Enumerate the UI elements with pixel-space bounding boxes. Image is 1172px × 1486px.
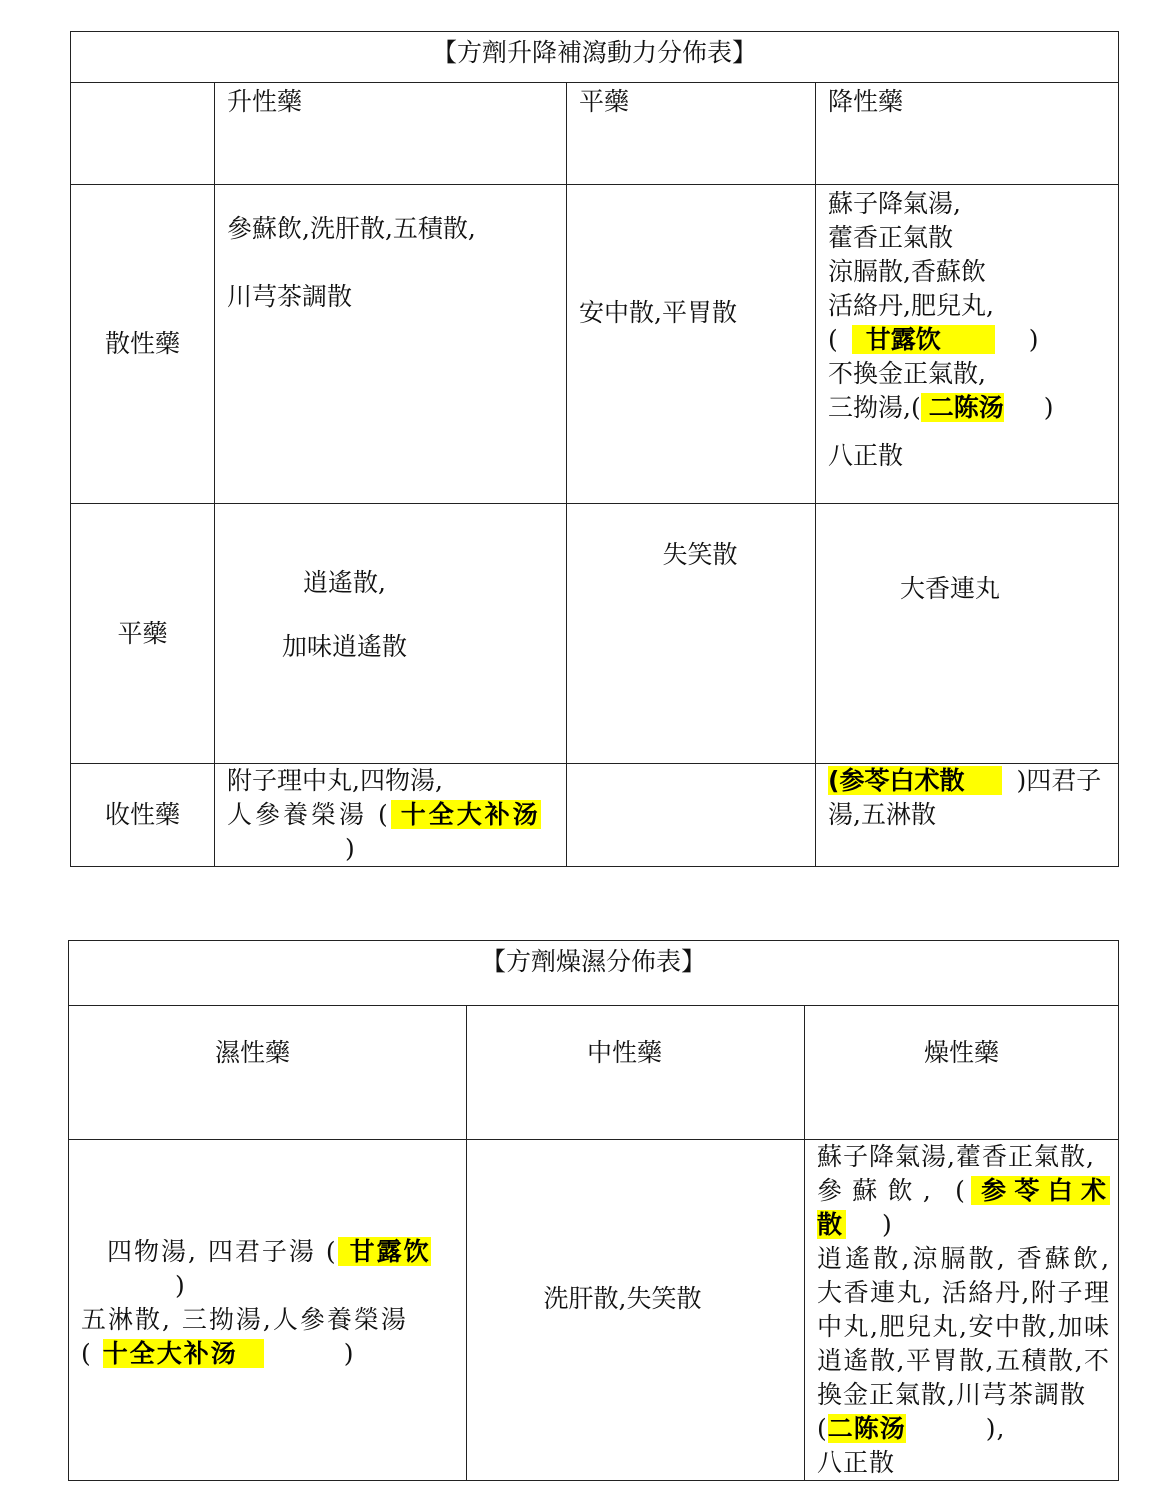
formula-list: 安中散,平胃散 (579, 298, 737, 327)
table1-title-cell (71, 32, 1119, 83)
row-label-disperse-text: 散性藥 (104, 329, 180, 358)
neutral-rise-cell (215, 504, 567, 764)
table2-title: 【方劑燥濕分佈表】 (481, 947, 707, 976)
formula-line (81, 1337, 456, 1371)
formula-line (227, 832, 566, 866)
astringe-rise-cell (215, 764, 567, 867)
astringe-descend-cell (816, 764, 1119, 867)
disperse-rise-cell (215, 185, 567, 504)
row-label-neutral-text: 平藥 (117, 618, 168, 648)
formula-line (81, 1269, 456, 1303)
paren-open: ( (81, 1339, 93, 1368)
formula-line (227, 798, 566, 832)
formula-list: )四君子湯,五淋散 (828, 766, 1102, 829)
highlighted-formula-text: 参苓白术散 (817, 1176, 1111, 1239)
paren-open: ( (828, 766, 840, 795)
highlighted-formula-text: 参苓白术散 (839, 766, 965, 795)
formula-list: 失笑散 (662, 540, 738, 569)
highlighted-formula-text: 十全大补汤 (400, 800, 541, 829)
dry-wet-distribution-table (68, 940, 1119, 1481)
paren-close: ) (1043, 393, 1054, 422)
highlighted-formula (852, 325, 995, 354)
paren-close: ), (985, 1414, 1006, 1443)
highlighted-formula (391, 800, 541, 829)
highlighted-formula-text: 甘露饮 (349, 1237, 431, 1266)
highlighted-formula-text: 二陈汤 (928, 393, 1004, 422)
dynamics-distribution-table (70, 31, 1119, 867)
highlighted-formula (828, 1414, 906, 1443)
formula-list: 藿香正氣散 (828, 223, 954, 252)
table2-header-neutral (467, 1006, 805, 1140)
formula-list: 活絡丹,肥兒丸, (828, 291, 994, 320)
formula-list: 參蘇飲, ( (817, 1176, 971, 1205)
formula-list: 八正散 (817, 1448, 896, 1477)
formula-list: 五淋散, 三拗湯,人參養榮湯 (81, 1305, 408, 1334)
wet-cell (69, 1140, 467, 1481)
paren-close: ) (1028, 325, 1039, 354)
formula-list: 大香連丸 (900, 574, 1001, 603)
formula-list: 不換金正氣散, (828, 359, 986, 388)
header-neutral-label: 平藥 (579, 87, 630, 116)
paren-open: ( (817, 1414, 828, 1443)
formula-list: 八正散 (828, 441, 904, 470)
neutral-neutral-cell (567, 504, 816, 764)
formula-list: 四物湯, 四君子湯 ( (107, 1237, 338, 1266)
disperse-descend-cell (816, 185, 1119, 504)
disperse-neutral-cell (567, 185, 816, 504)
formula-list: 涼膈散,香蘇飲 (828, 257, 986, 286)
formula-list: 人參養榮湯 ( (227, 800, 391, 829)
table1-header-rise (215, 83, 567, 185)
table2-title-cell (69, 941, 1119, 1006)
header-rise-label: 升性藥 (227, 87, 303, 116)
row-label-neutral (71, 504, 215, 764)
table1-header-descend (816, 83, 1119, 185)
highlighted-formula (828, 766, 1002, 795)
row-label-astringe (71, 764, 215, 867)
table1-header-neutral (567, 83, 816, 185)
highlighted-formula (103, 1339, 264, 1368)
formula-list: 逍遙散, (303, 568, 386, 597)
paren-close: ) (882, 1210, 893, 1239)
formula-list: 蘇子降氣湯, (828, 189, 961, 218)
formula-list: 川芎茶調散 (227, 282, 353, 311)
table2-header-dry (805, 1006, 1119, 1140)
highlighted-formula (921, 393, 1004, 422)
highlighted-formula-text: 二陈汤 (827, 1414, 906, 1443)
header-wet-label: 濕性藥 (214, 1038, 290, 1067)
mid-cell (467, 1140, 805, 1481)
header-descend-label: 降性藥 (828, 87, 904, 116)
paren-open: ( (828, 325, 838, 354)
formula-list: 加味逍遙散 (281, 632, 407, 661)
highlighted-formula-text: 十全大补汤 (102, 1339, 238, 1368)
highlighted-formula (338, 1237, 431, 1266)
table1-corner-cell (71, 83, 215, 185)
paren-close: ) (345, 834, 355, 863)
table1-title: 【方劑升降補瀉動力分佈表】 (432, 38, 758, 67)
formula-line (828, 323, 1118, 357)
neutral-descend-cell (816, 504, 1119, 764)
row-label-disperse (71, 185, 215, 504)
formula-list: 洗肝散,失笑散 (543, 1284, 702, 1313)
formula-list: 附子理中丸,四物湯, (227, 766, 443, 795)
paren-close: ) (343, 1339, 356, 1368)
formula-list: 蘇子降氣湯,藿香正氣散, (817, 1142, 1095, 1171)
formula-list: 參蘇飲,洗肝散,五積散, (227, 214, 476, 243)
header-dry-label: 燥性藥 (924, 1038, 1000, 1067)
row-label-astringe-text: 收性藥 (104, 800, 180, 829)
dry-cell (805, 1140, 1119, 1481)
formula-line (817, 1174, 1110, 1242)
formula-line (828, 766, 1101, 829)
paren-close: ) (175, 1271, 187, 1300)
astringe-neutral-cell (567, 764, 816, 867)
table2-header-wet (69, 1006, 467, 1140)
header-mid-label: 中性藥 (586, 1038, 662, 1067)
formula-line (81, 1235, 456, 1269)
formula-list: 逍遙散,涼膈散, 香蘇飲,大香連丸, 活絡丹,附子理中丸,肥兒丸,安中散,加味逍遙散,平胃散,五積散,不換金正氣散,川芎茶調散 (817, 1244, 1111, 1409)
line-spacer (227, 246, 566, 280)
formula-list: 三拗湯,( (828, 393, 921, 422)
formula-line (828, 391, 1118, 425)
formula-line (817, 1412, 1110, 1446)
highlighted-formula-text: 甘露饮 (865, 325, 941, 354)
